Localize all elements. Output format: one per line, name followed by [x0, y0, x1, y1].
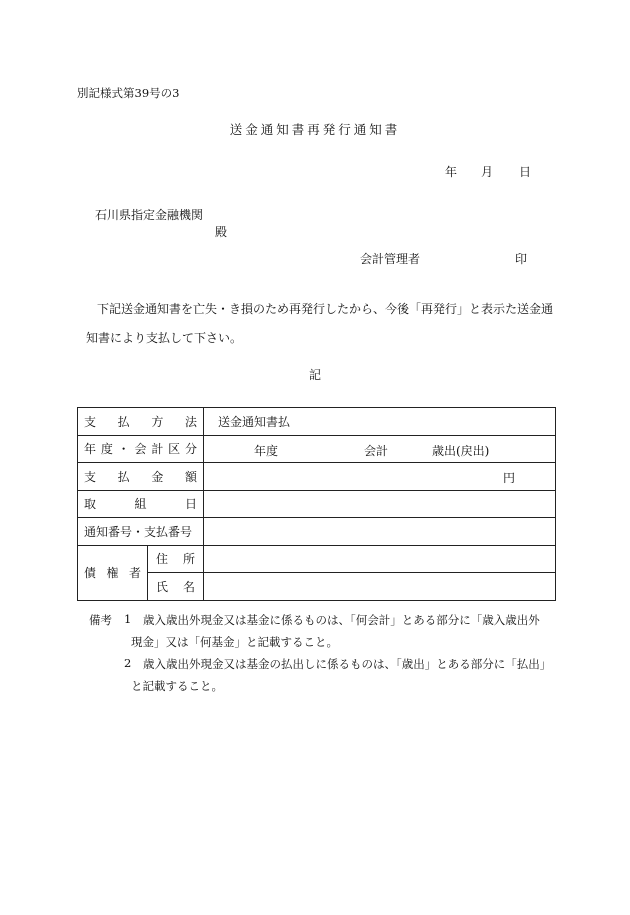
table-row	[78, 490, 556, 518]
handling-date-label: 取 組 日	[78, 490, 204, 518]
creditor-address-label: 住 所	[148, 545, 204, 573]
date-year: 年	[445, 165, 458, 179]
document-title: 送金通知書再発行通知書	[229, 122, 401, 137]
fiscal-year-account-value	[204, 435, 556, 463]
table-row	[78, 573, 556, 601]
date-month: 月	[481, 165, 494, 179]
table-row	[78, 408, 556, 436]
remark-1-number: 1	[124, 612, 132, 626]
fiscal-year-text: 年度	[254, 443, 279, 458]
table-row	[78, 463, 556, 491]
fiscal-year-account-label: 年 度 ・ 会 計 区 分	[78, 435, 204, 463]
body-text-line2: 知書により支払して下さい。	[86, 331, 243, 345]
remark-2-line1: 歳入歳出外現金又は基金の払出しに係るものは、「歳出」とある部分に「払出」	[143, 657, 552, 671]
payment-method-label: 支 払 方 法	[78, 408, 204, 436]
honorific: 殿	[215, 225, 228, 239]
payment-amount-value	[204, 463, 556, 491]
addressee: 石川県指定金融機関	[95, 208, 204, 222]
expense-text: 歳出(戻出)	[432, 443, 490, 458]
date-day: 日	[519, 165, 532, 179]
remarks-heading: 備考	[89, 613, 112, 627]
creditor-name-label: 氏 名	[148, 573, 204, 601]
remark-2-number: 2	[124, 656, 132, 670]
remark-1-line1: 歳入歳出外現金又は基金に係るものは、「何会計」とある部分に「歳入歳出外	[143, 613, 540, 627]
handling-date-value	[204, 490, 556, 518]
table-row	[78, 435, 556, 463]
creditor-label: 債 権 者	[78, 545, 148, 600]
table-row	[78, 518, 556, 546]
date-line	[445, 163, 531, 180]
creditor-address-value	[204, 545, 556, 573]
account-text: 会計	[364, 443, 389, 458]
remark-2-line2: と記載すること。	[131, 679, 223, 693]
table-row	[78, 545, 556, 573]
body-text-line1: 下記送金通知書を亡失・き損のため再発行したから、今後「再発行」と表示た送金通	[97, 302, 554, 316]
payment-method-value: 送金通知書払	[204, 408, 556, 436]
sender-title: 会計管理者	[360, 252, 421, 266]
payment-amount-label: 支 払 金 額	[78, 463, 204, 491]
notice-number-value	[204, 518, 556, 546]
ki-heading: 記	[308, 368, 321, 382]
seal-mark: 印	[515, 252, 528, 266]
creditor-name-value	[204, 573, 556, 601]
yen-unit: 円	[502, 471, 515, 485]
form-number: 別記様式第39号の3	[77, 86, 180, 100]
notice-number-label: 通知番号・支払番号	[78, 518, 204, 546]
remark-1-line2: 現金」又は「何基金」と記載すること。	[131, 635, 338, 649]
detail-table	[77, 407, 556, 601]
